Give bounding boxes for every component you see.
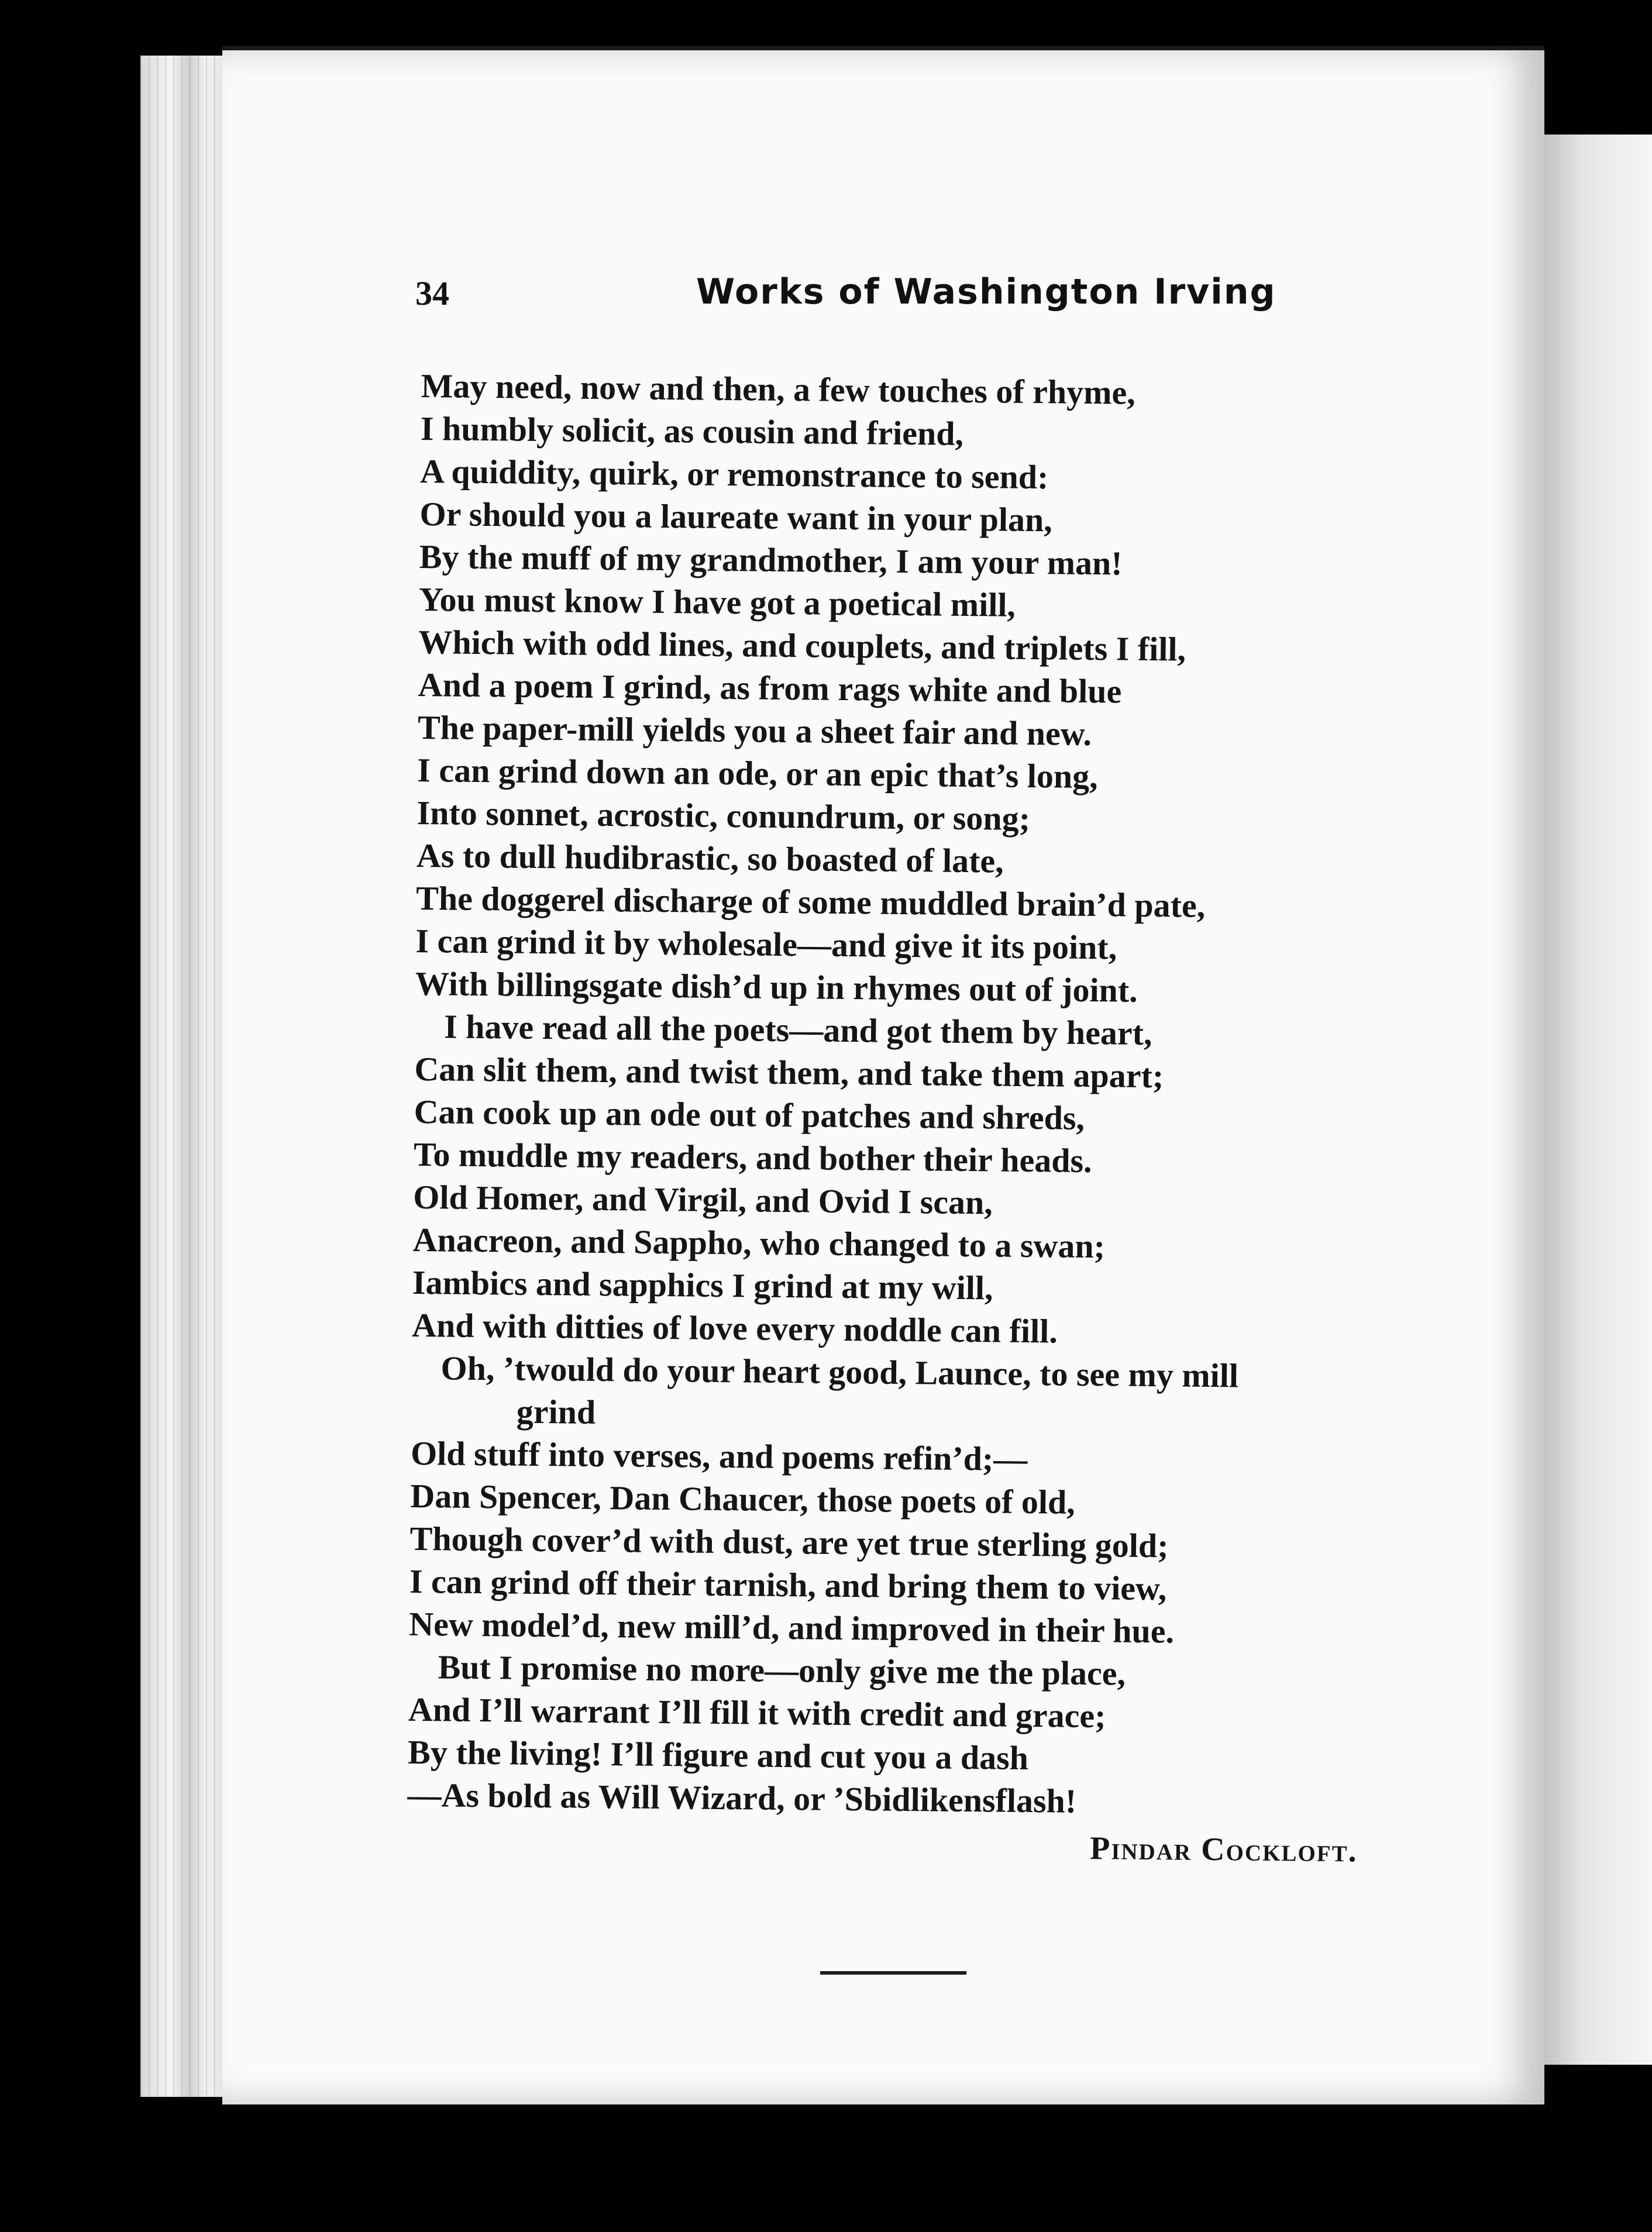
poem-line: By the muff of my grandmother, I am your man! (419, 537, 1123, 583)
page-number: 34 (415, 274, 449, 312)
facing-page-edge (1539, 135, 1652, 2065)
author-signature: Pindar Cockloft. (1089, 1830, 1358, 1869)
poem-line: I have read all the poets—and got them by heart, (443, 1007, 1152, 1053)
poem-line: grind (516, 1392, 596, 1431)
poem-line: And with ditties of love every noddle can fill. (411, 1306, 1058, 1351)
poem-line: I can grind down an ode, or an epic that’s long, (417, 750, 1099, 796)
poem-line: Old Homer, and Virgil, and Ovid I scan, (413, 1177, 993, 1222)
poem-line: May need, now and then, a few touches of rhyme, (421, 366, 1136, 412)
poem-line: Iambics and sapphics I grind at my will, (412, 1263, 993, 1307)
poem-line: To muddle my readers, and bother their heads. (413, 1135, 1092, 1180)
running-head: Works of Washington Irving (696, 271, 1276, 312)
poem-line: Or should you a laureate want in your plan, (419, 494, 1053, 539)
poem-line: The paper-mill yields you a sheet fair and new. (417, 708, 1092, 753)
poem-line: I can grind off their tarnish, and bring them to view, (409, 1562, 1167, 1608)
poem-line: By the living! I’ll figure and cut you a dash (407, 1732, 1029, 1778)
poem-line: Old stuff into verses, and poems refin’d;— (410, 1434, 1028, 1479)
poem-line: Though cover’d with dust, are yet true sterling gold; (409, 1519, 1169, 1565)
poem-line: But I promise no more—only give me the place, (438, 1648, 1126, 1693)
poem-line: The doggerel discharge of some muddled brain’d pate, (415, 879, 1206, 925)
poem-line: Into sonnet, acrostic, conundrum, or song; (417, 793, 1031, 838)
poem-line: You must know I have got a poetical mill, (418, 580, 1016, 624)
poem-line: Can cook up an ode out of patches and shreds, (414, 1092, 1085, 1137)
poem-line: Oh, ’twould do your heart good, Launce, to see my mill (440, 1349, 1239, 1395)
poem-line: With billingsgate dish’d up in rhymes out of joint. (415, 964, 1138, 1010)
poem-line: I humbly solicit, as cousin and friend, (420, 409, 964, 453)
section-divider (820, 1971, 966, 1975)
poem-line: Anacreon, and Sappho, who changed to a swan; (412, 1220, 1106, 1266)
poem-line: Dan Spencer, Dan Chaucer, those poets of old, (410, 1476, 1076, 1521)
poem-line: New model’d, new mill’d, and improved in their hue. (409, 1604, 1175, 1651)
poem-body (407, 364, 1533, 1876)
page-header (415, 271, 1398, 344)
poem-line: As to dull hudibrastic, so boasted of late, (416, 836, 1004, 880)
poem-line: And I’ll warrant I’ll fill it with credit and grace; (408, 1690, 1106, 1735)
poem-line: And a poem I grind, as from rags white and blue (418, 665, 1122, 711)
poem-line: Can slit them, and twist them, and take them apart; (414, 1049, 1164, 1096)
poem-line: I can grind it by wholesale—and give it its point, (415, 921, 1117, 967)
page-edges (140, 56, 228, 2097)
poem-line: Which with odd lines, and couplets, and triplets I fill, (418, 622, 1186, 669)
book-page (222, 46, 1544, 2104)
poem-line: A quiddity, quirk, or remonstrance to send: (419, 452, 1049, 497)
poem-line: —As bold as Will Wizard, or ’Sbidlikensflash! (407, 1775, 1077, 1820)
